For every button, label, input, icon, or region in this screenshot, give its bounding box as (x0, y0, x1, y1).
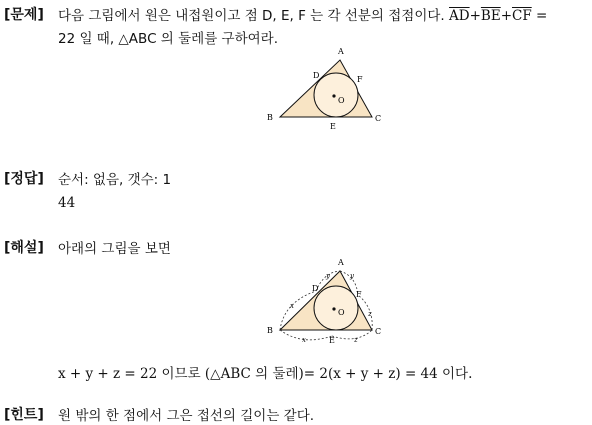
point-label-a: A (338, 48, 344, 56)
plus-sign-1: + (469, 8, 481, 24)
segment-be: $\overline{BE}$ (480, 8, 501, 24)
brace-ec (332, 330, 372, 339)
incircle (314, 73, 358, 117)
problem-text-line1 (58, 4, 547, 24)
point-label-a-solution: A (338, 258, 344, 267)
var-label-y-right: y (350, 272, 354, 280)
problem-text-line2: 22 일 때, △ABC 의 둘레를 구하여라. (58, 31, 278, 47)
equals-sign: = (531, 8, 548, 24)
point-label-o: O (338, 96, 345, 105)
answer-meta: 순서: 없음, 갯수: 1 (58, 172, 172, 188)
var-label-x-bottom: x (302, 336, 306, 344)
point-label-o-solution: O (338, 308, 345, 317)
point-label-c-solution: C (375, 327, 382, 336)
var-label-z-bottom: z (354, 336, 358, 344)
hint-text: 원 밖의 한 점에서 그은 접선의 길이는 같다. (58, 408, 315, 424)
center-dot (332, 94, 335, 97)
point-label-f-solution: F (356, 290, 362, 299)
solution-label: [해설] (4, 240, 44, 256)
segment-ad: $\overline{AD}$ (449, 8, 470, 24)
answer-value: 44 (58, 195, 76, 211)
solution-equation: x + y + z = 22 이므로 (△ABC 의 둘레)= 2(x + y + z) = 44 이다. (58, 366, 473, 382)
segment-cf: $\overline{CF}$ (512, 8, 532, 24)
plus-sign-2: + (500, 8, 512, 24)
solution-triangle-figure (262, 258, 386, 346)
problem-triangle-figure (262, 48, 386, 134)
incircle-solution (314, 286, 358, 330)
var-label-y-left: y (326, 272, 330, 280)
point-label-f: F (357, 75, 363, 84)
answer-label: [정답] (4, 171, 44, 187)
point-label-e-solution: E (329, 336, 335, 345)
hint-label: [힌트] (4, 407, 44, 423)
var-label-z-right: z (368, 310, 372, 318)
point-label-c: C (375, 114, 382, 123)
point-label-d: D (313, 71, 320, 80)
problem-line1-prefix: 다음 그림에서 원은 내접원이고 점 D, E, F 는 각 선분의 접점이다. (58, 8, 450, 24)
solution-intro: 아래의 그림을 보면 (58, 241, 171, 257)
point-label-d-solution: D (312, 284, 319, 293)
var-label-x-left: x (290, 302, 294, 310)
point-label-b-solution: B (267, 326, 273, 335)
point-label-b: B (267, 113, 273, 122)
brace-be (280, 330, 332, 340)
point-label-e: E (330, 122, 336, 131)
center-dot-solution (332, 307, 335, 310)
problem-label: [문제] (4, 7, 44, 23)
